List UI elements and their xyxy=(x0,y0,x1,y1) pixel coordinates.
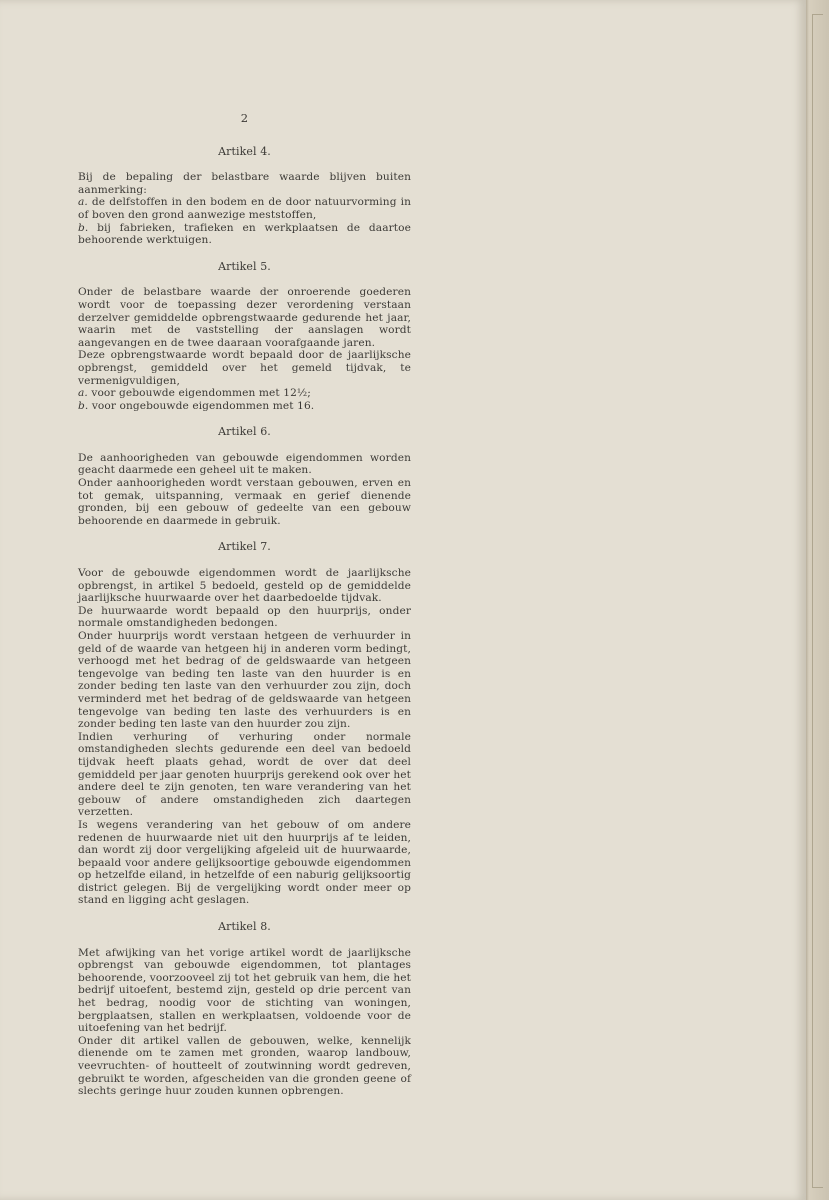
list-label: b. xyxy=(78,399,89,412)
article-heading: Artikel 8. xyxy=(218,920,271,934)
binding-strip xyxy=(812,14,823,1188)
list-label: a. xyxy=(78,387,88,400)
article-body xyxy=(78,171,411,247)
article-heading: Artikel 7. xyxy=(218,540,271,554)
article-body xyxy=(78,452,411,528)
paragraph: Deze opbrengstwaarde wordt bepaald door de jaarlijksche opbrengst, gemiddeld over het gemeld tijdvak, te vermenigvuldigen, xyxy=(78,349,411,387)
list-item xyxy=(78,196,411,221)
paragraph: Onder dit artikel vallen de gebouwen, welke, kennelijk dienende om te zamen met gronden, waarop landbouw, veevruchten- of houtteelt of zoutwinning wordt gedreven, gebruikt te worden, afgescheiden van die gronden geene of slechts geringe huur zouden kunnen opbrengen. xyxy=(78,1034,411,1098)
list-label: a. xyxy=(78,196,88,209)
list-item xyxy=(78,400,411,413)
page-number: 2 xyxy=(240,111,249,125)
paragraph: Met afwijking van het vorige artikel wordt de jaarlijksche opbrengst van gebouwde eigendommen, tot plantages behoorende, voorzooveel zij tot het gebruik van hem, die het bedrijf uitoefent, bestemd zijn, gesteld op drie percent van het bedrag, noodig voor de stichting van woningen, bergplaatsen, stallen en werkplaatsen, voldoende voor de uitoefening van het bedrijf. xyxy=(78,946,412,1035)
list-text: bij fabrieken, trafieken en werkplaatsen de daartoe behoorende werktuigen. xyxy=(78,221,411,247)
article-body xyxy=(78,286,411,412)
list-label: b. xyxy=(78,221,89,234)
list-text: voor ongebouwde eigendommen met 16. xyxy=(91,399,315,412)
paragraph: Bij de bepaling der belastbare waarde blijven buiten aanmerking: xyxy=(78,171,411,196)
article-heading: Artikel 6. xyxy=(218,425,271,439)
paragraph: De aanhoorigheden van gebouwde eigendommen worden geacht daarmede een geheel uit te maken. xyxy=(78,451,411,477)
list-text: de delfstoffen in den bodem en de door natuurvorming in of boven den grond aanwezige meststoffen, xyxy=(78,196,412,221)
document-body xyxy=(78,112,411,1112)
article-body xyxy=(78,947,411,1098)
paragraph: Voor de gebouwde eigendommen wordt de jaarlijksche opbrengst, in artikel 5 bedoeld, gesteld op de gemiddelde jaarlijksche huurwaarde over het daarbedoelde tijdvak. xyxy=(78,567,411,605)
paragraph: Onder aanhoorigheden wordt verstaan gebouwen, erven en tot gemak, uitspanning, vermaak en gerief dienende gronden, bij een gebouw of gedeelte van een gebouw behoorende en daarmede in gebruik. xyxy=(78,477,411,527)
list-item xyxy=(78,387,411,400)
paragraph: De huurwaarde wordt bepaald op den huurprijs, onder normale omstandigheden bedongen. xyxy=(78,604,411,630)
paragraph: Indien verhuring of verhuring onder normale omstandigheden slechts gedurende een deel van bedoeld tijdvak heeft plaats gehad, wordt de over dat deel gemiddeld per jaar genoten huurprijs gerekend ook over het andere deel te zijn genoten, ten ware verandering van het gebouw of andere omstandigheden zich daartegen verzetten. xyxy=(78,730,411,819)
paragraph: Is wegens verandering van het gebouw of om andere redenen de huurwaarde niet uit den huurprijs af te leiden, dan wordt zij door vergelijking afgeleid uit de huurwaarde, bepaald voor andere gelijksoortige gebouwde eigendommen op hetzelfde eiland, in hetzelfde of een naburig gelijksoortig district gelegen. Bij de vergelijking wordt onder meer op stand en ligging acht geslagen. xyxy=(78,818,411,907)
article-body xyxy=(78,567,411,907)
article-heading: Artikel 4. xyxy=(218,144,271,158)
list-item xyxy=(78,222,411,247)
paragraph: Onder huurprijs wordt verstaan hetgeen de verhuurder in geld of de waarde van hetgeen hij in anderen vorm bedingt, verhoogd met het bedrag of de geldswaarde van hetgeen tengevolge van beding ten laste van den huurder is en zonder beding ten laste van den verhuurder zou zijn, doch verminderd met het bedrag of de geldswaarde van hetgeen tengevolge van beding ten laste des verhuurders is en zonder beding ten laste van den huurder zou zijn. xyxy=(78,630,411,731)
list-text: voor gebouwde eigendommen met 12½; xyxy=(91,387,311,400)
paragraph: Onder de belastbare waarde der onroerende goederen wordt voor de toepassing dezer verordening verstaan derzelver gemiddelde opbrengstwaarde gedurende het jaar, waarin met de vaststelling der aanslagen wordt aangevangen en de twee daaraan voorafgaande jaren. xyxy=(78,286,411,349)
article-heading: Artikel 5. xyxy=(218,259,271,273)
